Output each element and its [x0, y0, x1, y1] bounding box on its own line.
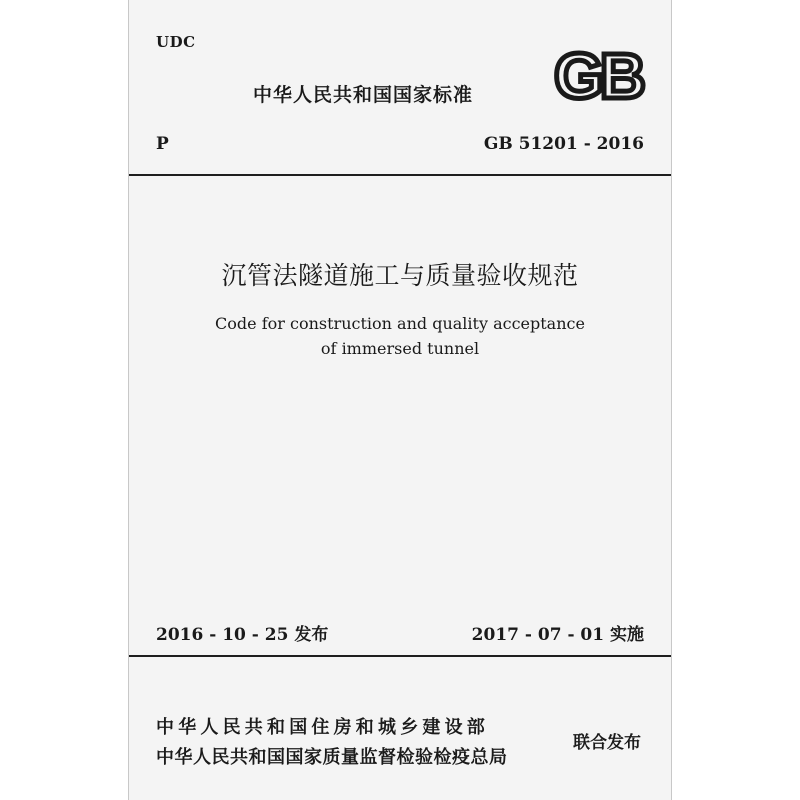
authority-housing-ministry: 中华人民共和国住房和城乡建设部	[156, 717, 489, 738]
standard-cover	[128, 0, 672, 800]
issue-date: 2016 - 10 - 25 发布	[156, 625, 329, 645]
title-english-line-2: of immersed tunnel	[320, 339, 480, 358]
classification-code: P	[156, 134, 169, 154]
header-divider	[129, 174, 671, 176]
standard-number: GB 51201 - 2016	[483, 134, 644, 154]
joint-issue-label: 联合发布	[573, 733, 641, 753]
footer-divider	[129, 655, 671, 657]
gb-logo-icon	[546, 44, 650, 106]
title-english-line-1: Code for construction and quality acceptance	[215, 314, 585, 333]
standard-type: 中华人民共和国国家标准	[253, 84, 474, 106]
title-chinese: 沉管法隧道施工与质量验收规范	[221, 261, 579, 290]
udc-label: UDC	[156, 33, 196, 51]
implementation-date: 2017 - 07 - 01 实施	[471, 625, 644, 645]
authority-quality-administration: 中华人民共和国国家质量监督检验检疫总局	[156, 747, 508, 768]
gb-logo-text: GB	[554, 44, 642, 106]
